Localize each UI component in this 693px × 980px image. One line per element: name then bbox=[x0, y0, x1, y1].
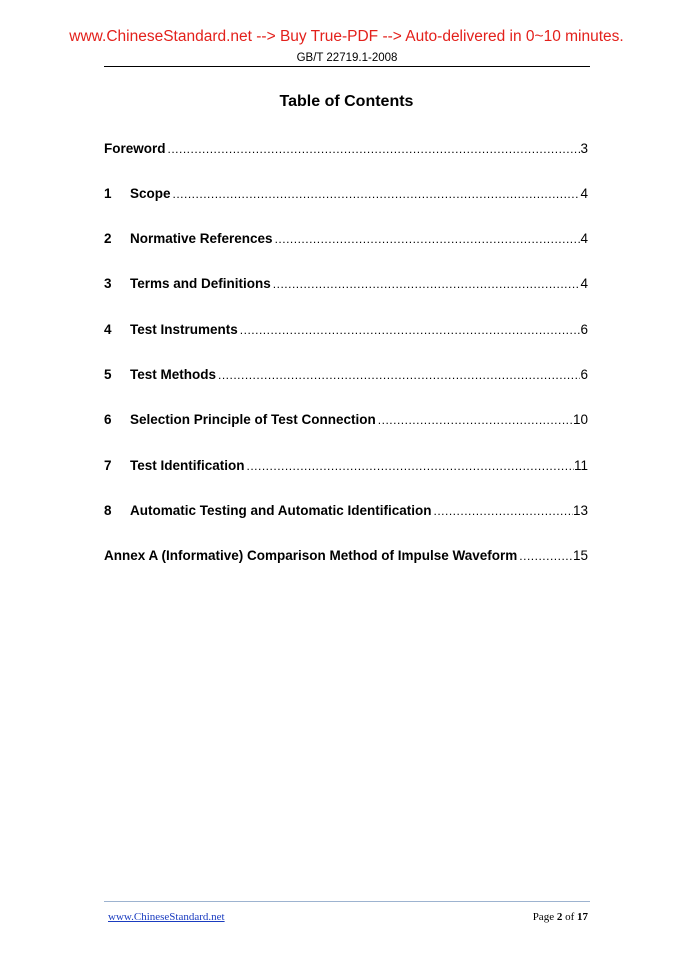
dot-leader bbox=[245, 457, 574, 475]
page-of-word: of bbox=[565, 911, 575, 923]
toc-entry-foreword[interactable] bbox=[104, 140, 588, 158]
dot-leader bbox=[216, 366, 580, 384]
toc-entry-number: 7 bbox=[104, 458, 112, 473]
toc-entry-page: 4 bbox=[580, 231, 588, 246]
toc-entry-page: 6 bbox=[580, 367, 588, 382]
toc-entry-number: 4 bbox=[104, 322, 112, 337]
toc-title: Table of Contents bbox=[279, 93, 414, 110]
dot-leader bbox=[171, 185, 581, 203]
toc-entry-number: 2 bbox=[104, 231, 112, 246]
toc-entry-number: 1 bbox=[104, 186, 112, 201]
header-divider bbox=[104, 66, 590, 67]
toc-entry-label: Terms and Definitions bbox=[130, 276, 271, 291]
page-total: 17 bbox=[577, 911, 588, 923]
dot-leader bbox=[271, 275, 581, 293]
toc-entry-page: 13 bbox=[572, 503, 588, 518]
toc-entry-page: 4 bbox=[580, 276, 588, 291]
dot-leader bbox=[432, 502, 573, 520]
toc-entry-selection-principle[interactable] bbox=[104, 411, 588, 429]
toc-entry-automatic-testing[interactable] bbox=[104, 502, 588, 520]
toc-entry-number: 3 bbox=[104, 276, 112, 291]
toc-entry-label: Annex A (Informative) Comparison Method of Impulse Waveform bbox=[104, 548, 518, 563]
toc-entry-terms-and-definitions[interactable] bbox=[104, 275, 588, 293]
toc-entry-label: Test Methods bbox=[130, 367, 217, 382]
toc-entry-scope[interactable] bbox=[104, 185, 588, 203]
footer-divider bbox=[104, 901, 590, 902]
standard-code: GB/T 22719.1-2008 bbox=[296, 52, 398, 64]
toc-entry-number: 8 bbox=[104, 503, 112, 518]
dot-leader bbox=[517, 547, 573, 565]
toc-entry-page: 15 bbox=[572, 548, 588, 563]
dot-leader bbox=[166, 140, 581, 158]
toc-entry-page: 10 bbox=[572, 412, 588, 427]
toc-entry-label: Automatic Testing and Automatic Identification bbox=[130, 503, 432, 518]
toc-entry-page: 4 bbox=[580, 186, 588, 201]
toc-entry-test-instruments[interactable] bbox=[104, 321, 588, 339]
toc-entry-label: Test Instruments bbox=[130, 322, 238, 337]
toc-entry-test-methods[interactable] bbox=[104, 366, 588, 384]
dot-leader bbox=[273, 230, 581, 248]
toc-entry-normative-references[interactable] bbox=[104, 230, 588, 248]
toc-entry-label: Normative References bbox=[130, 231, 273, 246]
page-word: Page bbox=[532, 911, 555, 923]
dot-leader bbox=[376, 411, 573, 429]
dot-leader bbox=[238, 321, 581, 339]
toc-entry-page: 3 bbox=[580, 141, 588, 156]
page-current: 2 bbox=[556, 911, 563, 923]
toc-entry-label: Selection Principle of Test Connection bbox=[130, 412, 376, 427]
page-number bbox=[533, 910, 588, 924]
toc-entry-page: 11 bbox=[573, 458, 588, 473]
toc-entry-number: 6 bbox=[104, 412, 112, 427]
toc-entry-page: 6 bbox=[580, 322, 588, 337]
toc-entry-annex-a[interactable] bbox=[104, 547, 588, 565]
promo-banner[interactable]: www.ChineseStandard.net --> Buy True-PDF --> Auto-delivered in 0~10 minutes. bbox=[69, 28, 624, 45]
toc-entry-test-identification[interactable] bbox=[104, 457, 588, 475]
toc-entry-number: 5 bbox=[104, 367, 112, 382]
toc-entry-label: Test Identification bbox=[130, 458, 245, 473]
footer-website-link[interactable]: www.ChineseStandard.net bbox=[108, 911, 225, 923]
toc-entry-label: Scope bbox=[130, 186, 171, 201]
toc-entry-label: Foreword bbox=[104, 141, 166, 156]
